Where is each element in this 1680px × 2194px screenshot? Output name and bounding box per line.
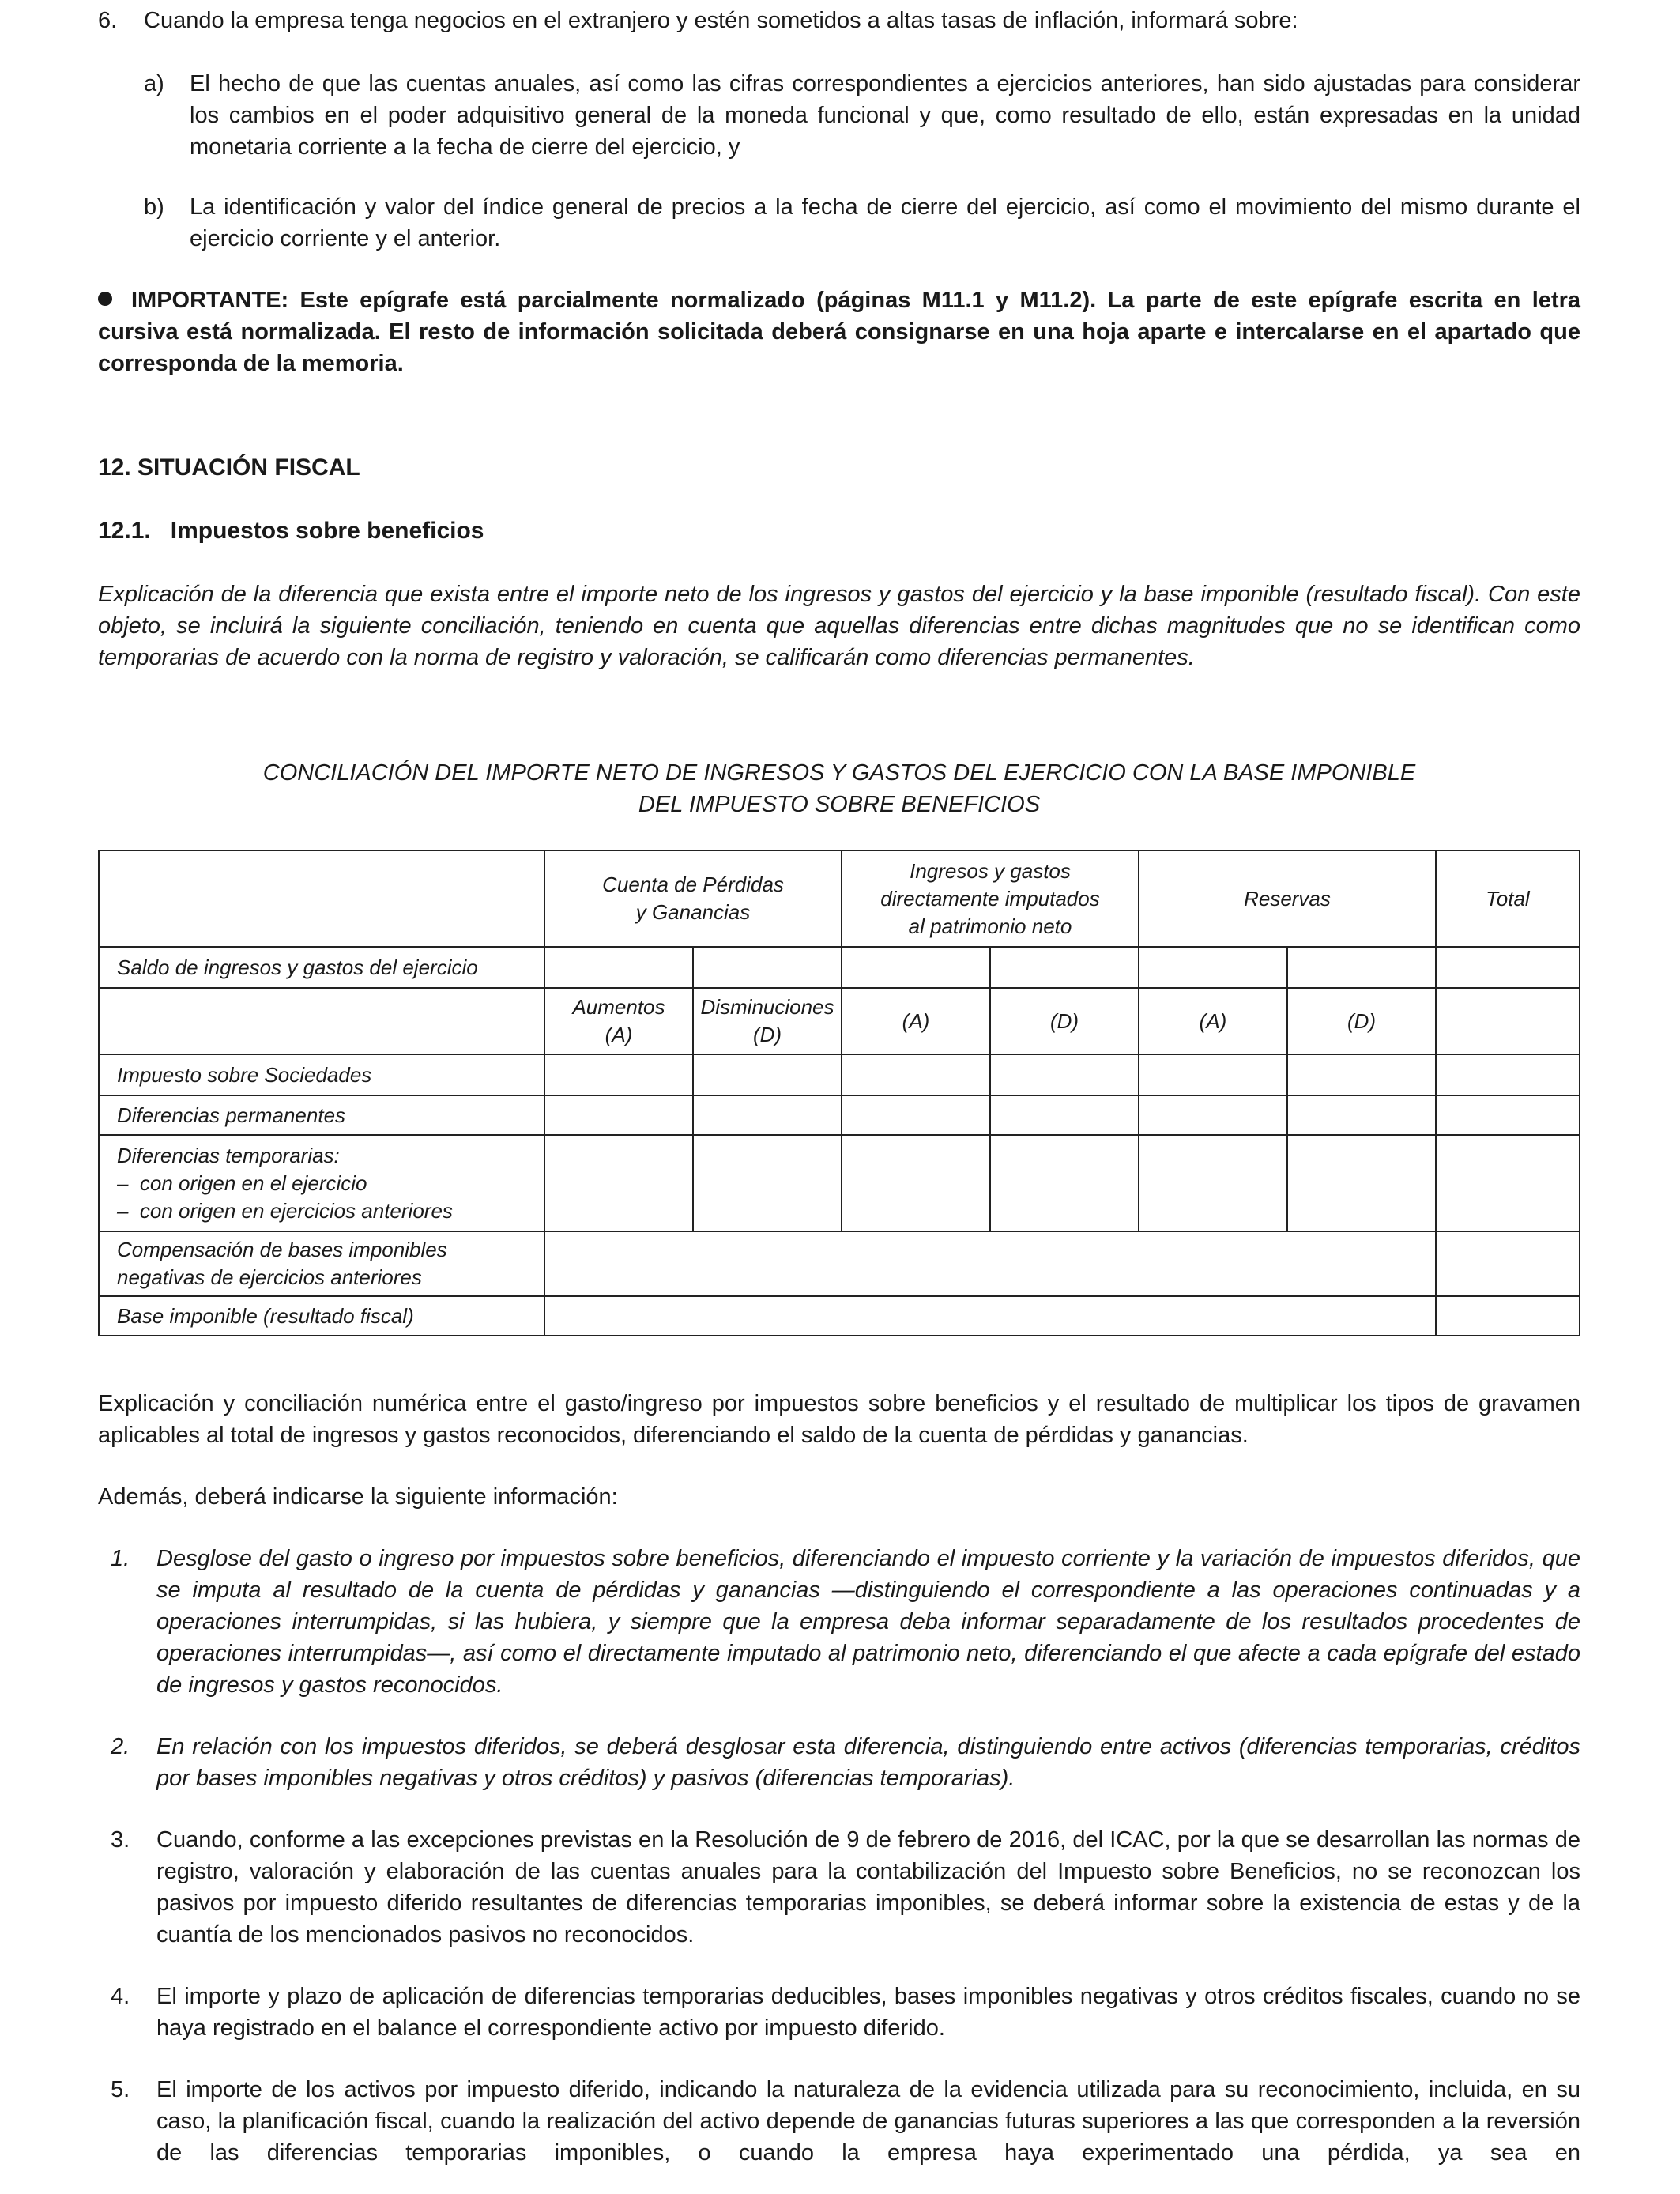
list-item-number: 1. [111, 1546, 130, 1571]
table-cell [544, 946, 694, 989]
header-ing-line1: Ingresos y gastos [910, 858, 1071, 883]
table-cell [989, 1134, 1139, 1232]
list-item-text: El importe y plazo de aplicación de diferencias temporarias deducibles, bases imponibles negativas y otros créditos fiscales, cuando no se haya registrado en el balance el correspondiente activo por impuesto diferido. [156, 1984, 1580, 2041]
table-cell [841, 946, 991, 989]
item-6 [98, 5, 1580, 36]
subheader-reservas-a: (A) [1138, 987, 1288, 1055]
list-item-text: Desglose del gasto o ingreso por impuestos sobre beneficios, diferenciando el impuesto corriente y la variación de impuestos diferidos, que se imputa al resultado de la cuenta de pérdidas y ganancias —distinguiendo el correspondiente a las operaciones continuadas y a operaciones interrumpidas, si las hubiera, y siempre que la empresa deba informar separadamente de los resultados procedentes de operaciones interrumpidas—, así como el directamente imputado al patrimonio neto, diferenciando el que afecte a cada epígrafe del estado de ingresos y gastos reconocidos. [156, 1546, 1580, 1698]
compensacion-line2: negativas de ejercicios anteriores [117, 1265, 422, 1289]
table-cell [989, 1054, 1139, 1096]
subheader-ingresos-d: (D) [989, 987, 1139, 1055]
subheader-reservas-d: (D) [1286, 987, 1437, 1055]
header-ing-line3: al patrimonio neto [908, 914, 1072, 938]
table-cell [544, 1095, 694, 1136]
reconciliation-table [98, 850, 1580, 1336]
table-cell [1435, 1295, 1580, 1336]
header-ing-line2: directamente imputados [880, 886, 1100, 910]
item-6b [144, 191, 1580, 254]
table-cell [1286, 1054, 1437, 1096]
table-cell [1435, 1095, 1580, 1136]
header-total: Total [1435, 850, 1580, 948]
list-item-text: El importe de los activos por impuesto diferido, indicando la naturaleza de la evidencia utilizada para su reconocimiento, incluida, en su caso, la planificación fiscal, cuando la realización del activo depende de ganancias futuras superiores a las que corresponden a la reversión de las diferencias temporarias imponibles, o cuando la empresa haya experimentado una pérdida, ya sea en [156, 2077, 1580, 2166]
aumentos-line2: (A) [605, 1023, 633, 1046]
table-cell [1435, 1134, 1580, 1232]
bullet-icon [98, 292, 112, 306]
row-impuesto-label: Impuesto sobre Sociedades [98, 1054, 545, 1096]
header-pyg-line1: Cuenta de Pérdidas [602, 873, 784, 896]
section-heading-12: 12. SITUACIÓN FISCAL [98, 454, 360, 481]
list-item-4 [111, 1981, 1580, 2044]
item-6a-label: a) [144, 71, 164, 96]
subheader-disminuciones [692, 987, 842, 1055]
row-compensacion-label [98, 1231, 545, 1297]
temporarias-line1: Diferencias temporarias: [117, 1143, 340, 1167]
table-cell [544, 1231, 1437, 1297]
ademas-paragraph: Además, deberá indicarse la siguiente información: [98, 1484, 618, 1510]
header-reservas: Reservas [1138, 850, 1437, 948]
table-cell [692, 1134, 842, 1232]
table-cell [1435, 1231, 1580, 1297]
header-ingresos-gastos [841, 850, 1139, 948]
disminuciones-line1: Disminuciones [700, 995, 834, 1019]
table-cell [692, 1054, 842, 1096]
item-6b-text: La identificación y valor del índice general de precios a la fecha de cierre del ejercicio, así como el movimiento del mismo durante el ejercicio corriente y el anterior. [190, 194, 1580, 251]
row-permanentes-label: Diferencias permanentes [98, 1095, 545, 1136]
list-item-number: 3. [111, 1827, 130, 1853]
table-header-blank [98, 850, 545, 948]
list-item-2 [111, 1731, 1580, 1794]
list-item-number: 2. [111, 1734, 130, 1759]
table-cell [98, 987, 545, 1055]
table-cell [989, 946, 1139, 989]
table-cell [544, 1295, 1437, 1336]
item-6b-label: b) [144, 194, 164, 220]
row-saldo-label: Saldo de ingresos y gastos del ejercicio [98, 946, 545, 989]
row-temporarias-label [98, 1134, 545, 1232]
header-pyg [544, 850, 842, 948]
table-cell [1138, 1134, 1288, 1232]
section-heading-12-1: 12.1. Impuestos sobre beneficios [98, 518, 484, 544]
table-cell [989, 1095, 1139, 1136]
table-cell [1286, 1134, 1437, 1232]
list-item-5 [111, 2074, 1580, 2185]
list-item-text: Cuando, conforme a las excepciones previstas en la Resolución de 9 de febrero de 2016, del ICAC, por la que se desarrollan las normas de registro, valoración y elaboración de las cuentas anuales para la contabilización del Impuesto sobre Beneficios, no se reconozcan los pasivos por impuesto diferido resultantes de diferencias temporarias imponibles, se deberá informar sobre la existencia de estas y de la cuantía de los mencionados pasivos no reconocidos. [156, 1827, 1580, 1947]
table-cell [841, 1054, 991, 1096]
subheader-ingresos-a: (A) [841, 987, 991, 1055]
table-cell [1138, 946, 1288, 989]
important-text: IMPORTANTE: Este epígrafe está parcialmente normalizado (páginas M11.1 y M11.2). La parte de este epígrafe escrita en letra cursiva está normalizada. El resto de información solicitada deberá consignarse en una hoja aparte e intercalarse en el apartado que corresponda de la memoria. [98, 288, 1580, 376]
disminuciones-line2: (D) [752, 1023, 782, 1046]
header-pyg-line2: y Ganancias [635, 900, 751, 924]
list-item-1 [111, 1543, 1580, 1701]
compensacion-line1: Compensación de bases imponibles [117, 1238, 447, 1261]
important-note [98, 285, 1580, 379]
table-cell [1435, 946, 1580, 989]
row-base-imponible-label: Base imponible (resultado fiscal) [98, 1295, 545, 1336]
explanation-paragraph: Explicación y conciliación numérica entre el gasto/ingreso por impuestos sobre beneficios y el resultado de multiplicar los tipos de gravamen aplicables al total de ingresos y gastos reconocidos, diferenciando el saldo de la cuenta de pérdidas y ganancias. [98, 1391, 1580, 1448]
list-item-number: 5. [111, 2077, 130, 2102]
table-cell [841, 1134, 991, 1232]
table-title-line-2: DEL IMPUESTO SOBRE BENEFICIOS [638, 792, 1041, 817]
temporarias-line3: – con origen en ejercicios anteriores [117, 1198, 453, 1223]
table-cell [544, 1054, 694, 1096]
table-cell [1138, 1054, 1288, 1096]
item-6-number: 6. [98, 8, 118, 33]
aumentos-line1: Aumentos [572, 995, 665, 1019]
table-cell [1435, 1054, 1580, 1096]
item-6a [144, 68, 1580, 163]
list-item-text: En relación con los impuestos diferidos, se deberá desglosar esta diferencia, distinguiendo entre activos (diferencias temporarias, créditos por bases imponibles negativas y otros créditos) y pasivos (diferencias temporarias). [156, 1734, 1580, 1791]
list-item-number: 4. [111, 1984, 130, 2009]
table-cell [544, 1134, 694, 1232]
subheader-aumentos [544, 987, 694, 1055]
intro-paragraph: Explicación de la diferencia que exista entre el importe neto de los ingresos y gastos del ejercicio y la base imponible (resultado fiscal). Con este objeto, se incluirá la siguiente conciliación, teniendo en cuenta que aquellas diferencias entre dichas magnitudes que no se identifican como temporarias de acuerdo con la norma de registro y valoración, se calificarán como diferencias permanentes. [98, 582, 1580, 670]
item-6-text: Cuando la empresa tenga negocios en el extranjero y estén sometidos a altas tasas de inflación, informará sobre: [144, 8, 1298, 33]
table-cell [1286, 946, 1437, 989]
table-cell [1138, 1095, 1288, 1136]
table-cell [692, 1095, 842, 1136]
table-cell [1286, 1095, 1437, 1136]
table-cell [692, 946, 842, 989]
item-6a-text: El hecho de que las cuentas anuales, así como las cifras correspondientes a ejercicios anteriores, han sido ajustadas para considerar los cambios en el poder adquisitivo general de la moneda funcional y que, como resultado de ello, están expresadas en la unidad monetaria corriente a la fecha de cierre del ejercicio, y [190, 71, 1580, 160]
table-cell [841, 1095, 991, 1136]
temporarias-line2: – con origen en el ejercicio [117, 1171, 367, 1195]
table-cell [1435, 987, 1580, 1055]
list-item-3 [111, 1824, 1580, 1951]
table-title-line-1: CONCILIACIÓN DEL IMPORTE NETO DE INGRESOS Y GASTOS DEL EJERCICIO CON LA BASE IMPONIBLE [262, 760, 1416, 786]
